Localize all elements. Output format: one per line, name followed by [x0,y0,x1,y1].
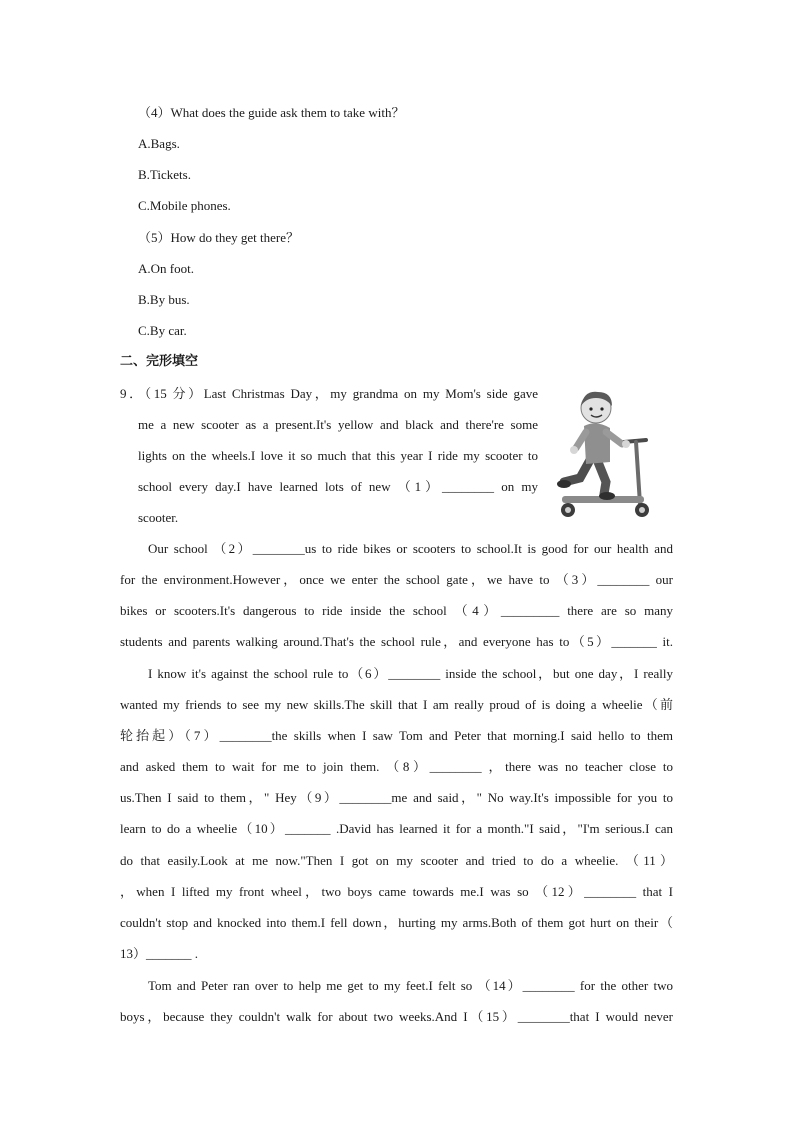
passage-line: 13）_______ . [120,946,199,961]
passage-line: Tom and Peter ran over to help me get to my feet.I felt so （14）________ for the other two [148,978,673,993]
passage-line: 9．（15 分）Last Christmas Day，my grandma on my Mom's side gave [120,386,538,401]
passage-line: I know it's against the school rule to（6）________ inside the school，but one day，I really [148,666,673,681]
question-5-option-c: C.By car. [138,323,187,338]
passage-line: Our school （2）________us to ride bikes or scooters to school.It is good for our health and [148,541,673,556]
passage-line: me a new scooter as a present.It's yellow and black and there're some [138,417,538,432]
question-4-prompt: （4）What does the guide ask them to take with？ [138,105,405,120]
question-5-option-b: B.By bus. [138,292,190,307]
passage-line: us.Then I said to them，" Hey（9）________me and said，" No way.It's impossible for you to [120,790,673,805]
passage-line: 轮抬起）（7）________the skills when I saw Tom and Peter that morning.I said hello to them [120,728,673,743]
passage-line: couldn't stop and knocked into them.I fell down，hurting my arms.Both of them got hurt on their（ [120,915,673,930]
question-4-option-a: A.Bags. [138,136,180,151]
boy-scooter-icon [550,386,660,522]
question-4-option-c: C.Mobile phones. [138,198,231,213]
passage-line: bikes or scooters.It's dangerous to ride inside the school （4）_________ there are so many [120,603,673,618]
passage-line: and asked them to wait for me to join them. （8）________ ，there was no teacher close to [120,759,673,774]
question-5-option-a: A.On foot. [138,261,194,276]
passage-line: for the environment.However，once we enter the school gate，we have to （3）________ our [120,572,673,587]
passage-line: learn to do a wheelie（10）_______ .David has learned it for a month."I said，"I'm serious.I can [120,821,673,836]
passage-line: do that easily.Look at me now."Then I got on my scooter and tried to do a wheelie. （11） [120,853,673,868]
section-heading: 二、完形填空 [120,354,199,369]
passage-line: scooter. [138,510,179,525]
passage-line: students and parents walking around.That's the school rule，and everyone has to（5）_______ it. [120,634,674,649]
passage-line: ，when I lifted my front wheel，two boys came towards me.I was so （12）________ that I [120,884,673,899]
passage-line: lights on the wheels.I love it so much that this year I ride my scooter to [138,448,538,463]
boy-on-scooter-illustration [550,386,660,522]
passage-line: school every day.I have learned lots of new （1）________ on my [138,479,538,494]
passage-line: wanted my friends to see my new skills.The skill that I am really proud of is doing a wheelie（前 [120,697,673,712]
passage-line: boys，because they couldn't walk for about two weeks.And I（15）________that I would never [120,1009,673,1024]
question-4-option-b: B.Tickets. [138,167,191,182]
question-5-prompt: （5）How do they get there？ [138,230,300,245]
